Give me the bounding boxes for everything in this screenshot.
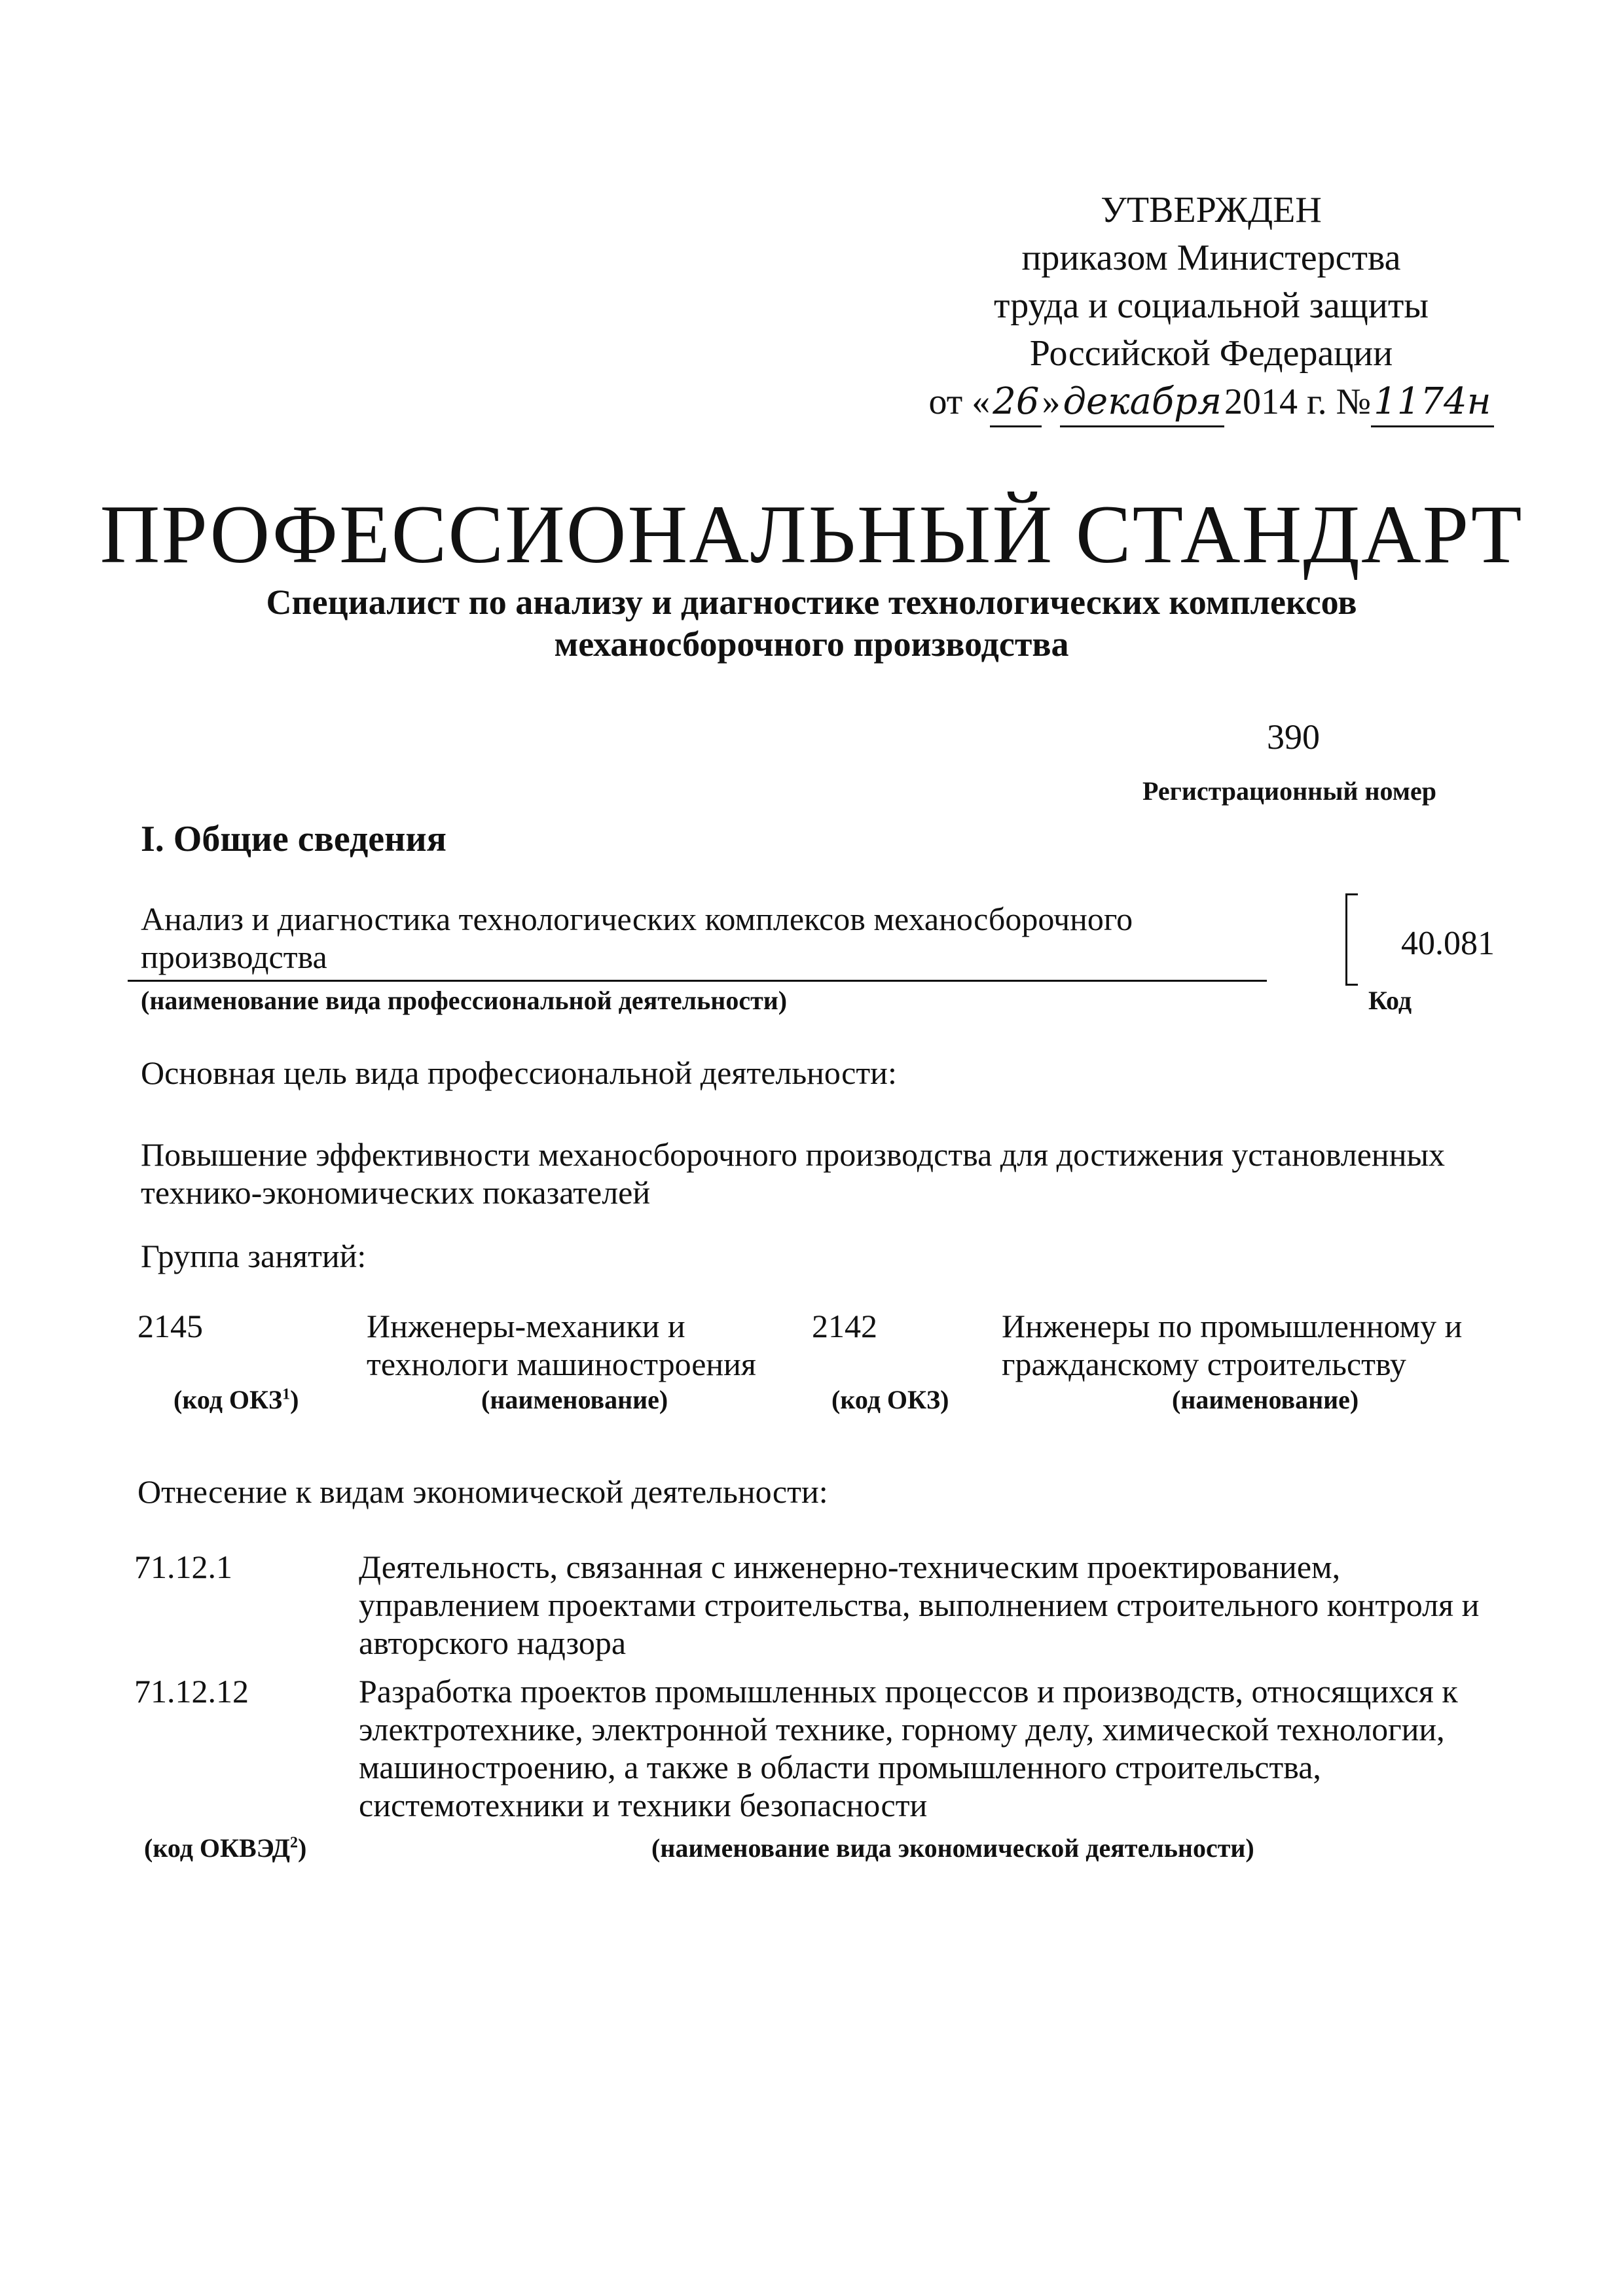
approval-line: приказом Министерства bbox=[1021, 238, 1401, 278]
okved-name-caption: (наименование вида экономической деятельности) bbox=[651, 1833, 1254, 1863]
date-prefix: от « bbox=[928, 382, 991, 422]
footnote-ref: 2 bbox=[290, 1834, 299, 1852]
approval-block bbox=[917, 187, 1506, 427]
okved-name: Деятельность, связанная с инженерно-техническим проектированием, управлением проектами строительства, выполнением строительного контроля и авторского надзора bbox=[359, 1549, 1480, 1661]
occupation-name: Инженеры по промышленному и гражданскому строительству bbox=[1002, 1308, 1463, 1382]
footnote-ref: 1 bbox=[282, 1386, 291, 1403]
approval-line: труда и социальной защиты bbox=[994, 285, 1429, 326]
handwritten-order-number: 1174н bbox=[1371, 378, 1493, 427]
okz-code-caption: (код ОКЗ$^1$) bbox=[173, 1385, 299, 1414]
occupation-code: 2145 bbox=[137, 1308, 203, 1344]
document-title: ПРОФЕССИОНАЛЬНЫЙ СТАНДАРТ bbox=[100, 489, 1523, 581]
okz-name-caption: (наименование) bbox=[1172, 1385, 1359, 1414]
occupation-name: Инженеры-механики и технологи машиностроения bbox=[367, 1308, 756, 1382]
document-subtitle bbox=[131, 581, 1492, 665]
registration-label: Регистрационный номер bbox=[1142, 776, 1437, 806]
activity-code-caption: Код bbox=[1368, 986, 1412, 1015]
handwritten-day: 26 bbox=[990, 378, 1042, 427]
registration-number: 390 bbox=[1267, 717, 1320, 757]
date-year: 2014 г. № bbox=[1224, 382, 1372, 422]
activity-name: Анализ и диагностика технологических комплексов механосборочного производства bbox=[141, 901, 1133, 975]
code-bracket bbox=[1345, 893, 1358, 986]
approval-date-line bbox=[917, 378, 1506, 427]
okved-code-caption: (код ОКВЭД$^2$) bbox=[144, 1833, 307, 1863]
activity-caption: (наименование вида профессиональной деятельности) bbox=[141, 986, 788, 1015]
activity-code: 40.081 bbox=[1401, 925, 1495, 962]
occupation-code: 2142 bbox=[812, 1308, 877, 1344]
subtitle-line: Специалист по анализу и диагностике технологических комплексов bbox=[266, 583, 1357, 622]
okved-code: 71.12.12 bbox=[134, 1673, 249, 1710]
approval-line: УТВЕРЖДЕН bbox=[1101, 190, 1322, 230]
okz-code-caption: (код ОКЗ) bbox=[831, 1385, 949, 1414]
approval-line: Российской Федерации bbox=[1029, 333, 1393, 374]
occupations-heading: Группа занятий: bbox=[141, 1238, 367, 1274]
date-mid: » bbox=[1042, 382, 1061, 422]
economic-heading: Отнесение к видам экономической деятельности: bbox=[137, 1473, 828, 1510]
subtitle-line: механосборочного производства bbox=[554, 624, 1069, 664]
okz-name-caption: (наименование) bbox=[481, 1385, 668, 1414]
handwritten-month: декабря bbox=[1060, 378, 1224, 427]
goal-text: Повышение эффективности механосборочного производства для достижения установленных технико-экономических показателей bbox=[141, 1136, 1446, 1211]
activity-underline bbox=[128, 980, 1267, 982]
goal-heading: Основная цель вида профессиональной деятельности: bbox=[141, 1054, 897, 1091]
section-heading: I. Общие сведения bbox=[141, 819, 447, 859]
okved-code: 71.12.1 bbox=[134, 1549, 232, 1585]
okved-name: Разработка проектов промышленных процессов и производств, относящихся к электротехнике, электронной технике, горному делу, химической технологии, машиностроению, а также в области промышленного строительства, системотехники и техники безопасности bbox=[359, 1673, 1458, 1823]
